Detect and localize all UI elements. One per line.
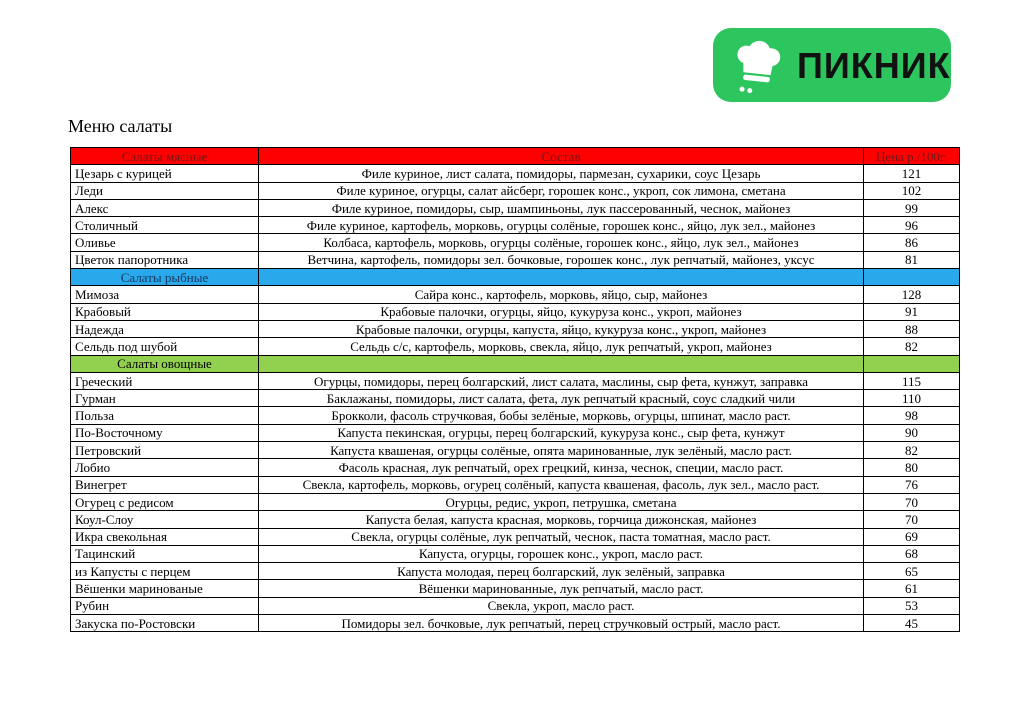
- price-cell: 76: [864, 476, 960, 493]
- composition-cell: Свекла, огурцы солёные, лук репчатый, чеснок, паста томатная, масло раст.: [259, 528, 864, 545]
- price-cell: 61: [864, 580, 960, 597]
- salad-name-cell: По-Восточному: [71, 424, 259, 441]
- price-cell: 70: [864, 493, 960, 510]
- price-cell: 70: [864, 511, 960, 528]
- salad-name-cell: Икра свекольная: [71, 528, 259, 545]
- salad-name-cell: Гурман: [71, 390, 259, 407]
- composition-cell: Сайра конс., картофель, морковь, яйцо, сыр, майонез: [259, 286, 864, 303]
- table-row: [71, 580, 960, 597]
- table-row: [71, 165, 960, 182]
- chef-hat-icon: [729, 35, 787, 97]
- composition-column-header: Состав: [259, 148, 864, 165]
- composition-cell: Филе куриное, огурцы, салат айсберг, горошек конс., укроп, сок лимона, сметана: [259, 182, 864, 199]
- composition-cell: Колбаса, картофель, морковь, огурцы солёные, горошек конс., яйцо, лук зел., майонез: [259, 234, 864, 251]
- composition-cell: Свекла, картофель, морковь, огурец солёный, капуста квашеная, фасоль, лук зел., масло раст.: [259, 476, 864, 493]
- picnic-logo: [713, 28, 951, 102]
- composition-cell: Ветчина, картофель, помидоры зел. бочковые, горошек конс., лук репчатый, майонез, уксус: [259, 251, 864, 268]
- table-row: [71, 234, 960, 251]
- table-row: [71, 528, 960, 545]
- salad-name-cell: Мимоза: [71, 286, 259, 303]
- composition-cell: Филе куриное, лист салата, помидоры, пармезан, сухарики, соус Цезарь: [259, 165, 864, 182]
- price-cell: 88: [864, 320, 960, 337]
- table-row: [71, 182, 960, 199]
- salad-name-cell: Лобио: [71, 459, 259, 476]
- table-row: [71, 597, 960, 614]
- composition-cell: Филе куриное, помидоры, сыр, шампиньоны, лук пассерованный, чеснок, майонез: [259, 199, 864, 216]
- price-cell: 82: [864, 338, 960, 355]
- table-row: [71, 459, 960, 476]
- composition-cell: Капуста белая, капуста красная, морковь, горчица дижонская, майонез: [259, 511, 864, 528]
- price-cell: 90: [864, 424, 960, 441]
- table-row: [71, 199, 960, 216]
- composition-column-header: [259, 355, 864, 372]
- composition-cell: Крабовые палочки, огурцы, капуста, яйцо, кукуруза конс., укроп, майонез: [259, 320, 864, 337]
- price-cell: 69: [864, 528, 960, 545]
- composition-cell: Фасоль красная, лук репчатый, орех грецкий, кинза, чеснок, специи, масло раст.: [259, 459, 864, 476]
- composition-cell: Огурцы, помидоры, перец болгарский, лист салата, маслины, сыр фета, кунжут, заправка: [259, 372, 864, 389]
- price-column-header: Цена р./100г.: [864, 148, 960, 165]
- composition-cell: Капуста, огурцы, горошек конс., укроп, масло раст.: [259, 545, 864, 562]
- composition-cell: Крабовые палочки, огурцы, яйцо, кукуруза конс., укроп, майонез: [259, 303, 864, 320]
- composition-cell: Помидоры зел. бочковые, лук репчатый, перец стручковый острый, масло раст.: [259, 615, 864, 632]
- composition-cell: Брокколи, фасоль стручковая, бобы зелёные, морковь, огурцы, шпинат, масло раст.: [259, 407, 864, 424]
- table-row: [71, 563, 960, 580]
- section-title: Салаты рыбные: [71, 269, 259, 286]
- salad-name-cell: Оливье: [71, 234, 259, 251]
- price-cell: 80: [864, 459, 960, 476]
- table-row: [71, 545, 960, 562]
- salad-name-cell: Коул-Слоу: [71, 511, 259, 528]
- price-cell: 99: [864, 199, 960, 216]
- salad-name-cell: Надежда: [71, 320, 259, 337]
- table-row: [71, 338, 960, 355]
- table-row: [71, 372, 960, 389]
- table-row: [71, 493, 960, 510]
- menu-table: [70, 147, 959, 632]
- section-header-row: [71, 355, 960, 372]
- composition-column-header: [259, 269, 864, 286]
- composition-cell: Капуста квашеная, огурцы солёные, опята маринованные, лук зелёный, масло раст.: [259, 442, 864, 459]
- section-title: Салаты мясные: [71, 148, 259, 165]
- table-row: [71, 320, 960, 337]
- price-cell: 110: [864, 390, 960, 407]
- salad-name-cell: Леди: [71, 182, 259, 199]
- table-row: [71, 615, 960, 632]
- composition-cell: Филе куриное, картофель, морковь, огурцы солёные, горошек конс., яйцо, лук зел., майонез: [259, 217, 864, 234]
- page-title: Меню салаты: [68, 116, 173, 136]
- price-cell: 86: [864, 234, 960, 251]
- salad-name-cell: Греческий: [71, 372, 259, 389]
- salad-name-cell: Сельдь под шубой: [71, 338, 259, 355]
- salad-name-cell: Винегрет: [71, 476, 259, 493]
- price-cell: 128: [864, 286, 960, 303]
- salad-name-cell: Столичный: [71, 217, 259, 234]
- table-row: [71, 286, 960, 303]
- table-row: [71, 303, 960, 320]
- salad-name-cell: Цезарь с курицей: [71, 165, 259, 182]
- salad-name-cell: Рубин: [71, 597, 259, 614]
- menu-table-body: [71, 148, 960, 632]
- price-cell: 121: [864, 165, 960, 182]
- price-cell: 68: [864, 545, 960, 562]
- salad-name-cell: Закуска по-Ростовски: [71, 615, 259, 632]
- price-cell: 81: [864, 251, 960, 268]
- salad-name-cell: из Капусты с перцем: [71, 563, 259, 580]
- table-row: [71, 390, 960, 407]
- logo-text: ПИКНИК: [797, 45, 951, 86]
- composition-cell: Сельдь с/с, картофель, морковь, свекла, яйцо, лук репчатый, укроп, майонез: [259, 338, 864, 355]
- price-cell: 115: [864, 372, 960, 389]
- table-row: [71, 424, 960, 441]
- composition-cell: Свекла, укроп, масло раст.: [259, 597, 864, 614]
- table-row: [71, 511, 960, 528]
- section-header-row: [71, 269, 960, 286]
- price-column-header: [864, 269, 960, 286]
- table-row: [71, 407, 960, 424]
- price-cell: 102: [864, 182, 960, 199]
- price-cell: 53: [864, 597, 960, 614]
- section-title: Салаты овощные: [71, 355, 259, 372]
- salad-name-cell: Алекс: [71, 199, 259, 216]
- salad-name-cell: Цветок папоротника: [71, 251, 259, 268]
- table-row: [71, 251, 960, 268]
- salad-name-cell: Крабовый: [71, 303, 259, 320]
- price-column-header: [864, 355, 960, 372]
- composition-cell: Огурцы, редис, укроп, петрушка, сметана: [259, 493, 864, 510]
- section-header-row: [71, 148, 960, 165]
- composition-cell: Капуста молодая, перец болгарский, лук зелёный, заправка: [259, 563, 864, 580]
- salad-name-cell: Тацинский: [71, 545, 259, 562]
- composition-cell: Капуста пекинская, огурцы, перец болгарский, кукуруза конс., сыр фета, кунжут: [259, 424, 864, 441]
- price-cell: 98: [864, 407, 960, 424]
- table-row: [71, 476, 960, 493]
- composition-cell: Вёшенки маринованные, лук репчатый, масло раст.: [259, 580, 864, 597]
- price-cell: 91: [864, 303, 960, 320]
- salad-name-cell: Огурец с редисом: [71, 493, 259, 510]
- price-cell: 96: [864, 217, 960, 234]
- composition-cell: Баклажаны, помидоры, лист салата, фета, лук репчатый красный, соус сладкий чили: [259, 390, 864, 407]
- salad-name-cell: Польза: [71, 407, 259, 424]
- table-row: [71, 217, 960, 234]
- salad-name-cell: Петровский: [71, 442, 259, 459]
- salad-name-cell: Вёшенки маринованые: [71, 580, 259, 597]
- price-cell: 45: [864, 615, 960, 632]
- price-cell: 65: [864, 563, 960, 580]
- price-cell: 82: [864, 442, 960, 459]
- table-row: [71, 442, 960, 459]
